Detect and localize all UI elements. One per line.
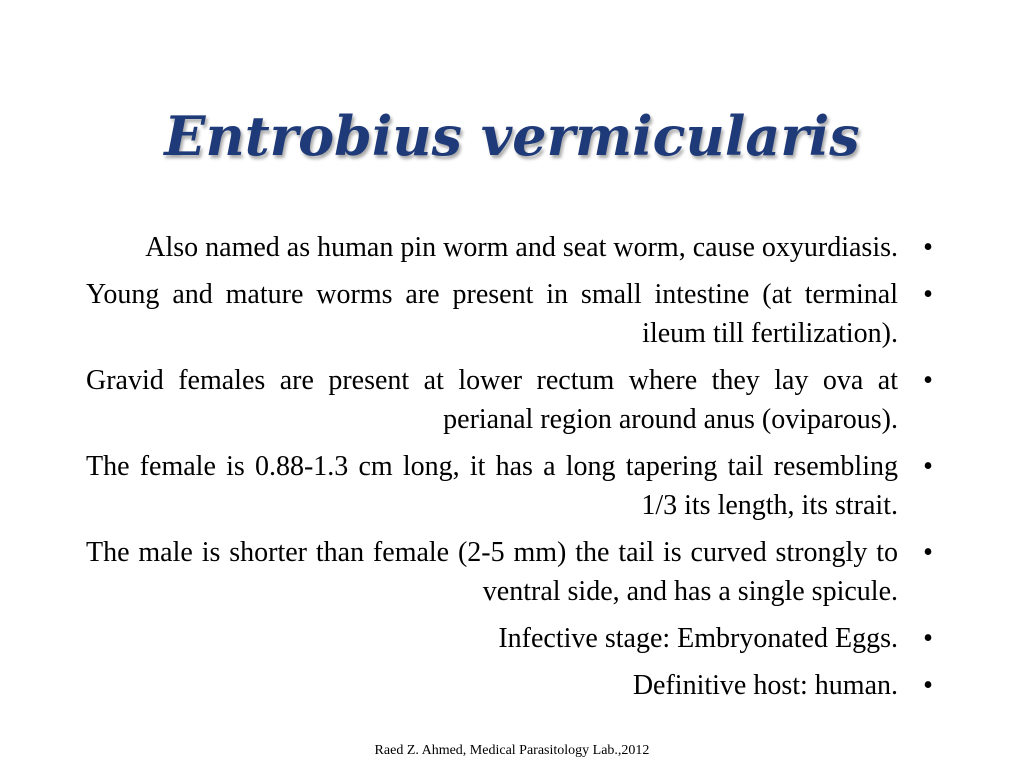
bullet-dot-icon: • [923,451,933,482]
bullet-item [86,361,952,439]
bullet-text: Definitive host: human. [632,670,898,701]
bullet-item [86,275,952,353]
bullet-item [86,533,952,611]
bullet-dot-icon: • [923,670,933,701]
bullet-text: Gravid females are present at lower rectum where they lay ova at perianal region around anus (oviparous). [86,365,898,435]
bullet-list [86,228,952,713]
bullet-text: Young and mature worms are present in small intestine (at terminal ileum till fertilization). [86,279,898,349]
bullet-dot-icon: • [923,279,933,310]
bullet-dot-icon: • [923,623,933,654]
bullet-item [86,666,952,705]
bullet-item [86,619,952,658]
bullet-text: The female is 0.88-1.3 cm long, it has a long tapering tail resembling 1/3 its length, its strait. [86,451,898,521]
bullet-dot-icon: • [923,537,933,568]
bullet-item [86,447,952,525]
bullet-dot-icon: • [923,232,933,263]
slide-footer: Raed Z. Ahmed, Medical Parasitology Lab.,2012 [374,743,650,758]
bullet-item [86,228,952,267]
slide-title: Entrobius vermicularis [164,104,860,168]
bullet-dot-icon: • [923,365,933,396]
bullet-text: Infective stage: Embryonated Eggs. [498,623,898,654]
bullet-text: Also named as human pin worm and seat worm, cause oxyurdiasis. [145,232,898,263]
bullet-text: The male is shorter than female (2-5 mm) the tail is curved strongly to ventral side, and has a single spicule. [86,537,898,607]
